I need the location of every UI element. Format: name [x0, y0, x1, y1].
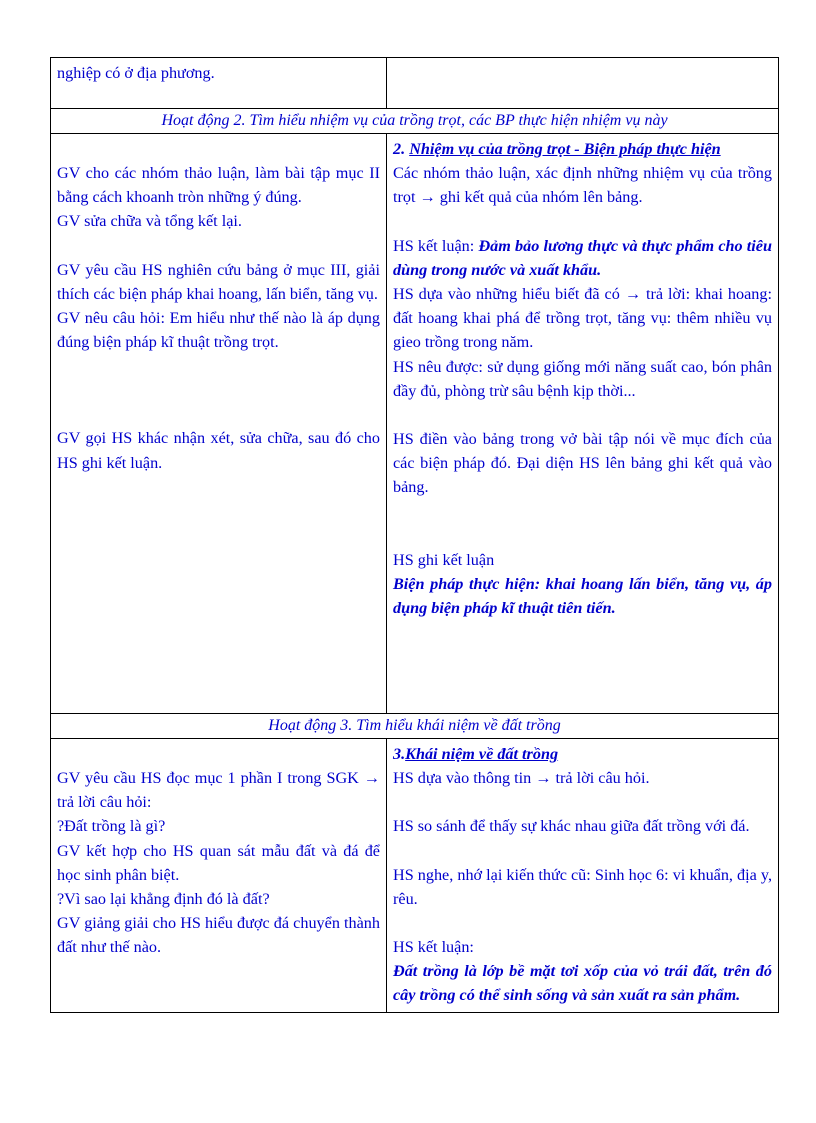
row1-right-cell — [387, 58, 779, 109]
activity2-right-p2 — [393, 234, 772, 282]
table-row — [51, 58, 779, 109]
activity3-row — [51, 739, 779, 1013]
activity2-conclusion-lead: HS kết luận: — [393, 236, 479, 255]
activity3-left-cell — [51, 739, 387, 1013]
activity2-right-cell — [387, 134, 779, 714]
activity2-left-p1: GV cho các nhóm thảo luận, làm bài tập mục II bằng cách khoanh tròn những ý đúng. — [57, 164, 380, 207]
activity3-right-p3: HS nghe, nhớ lại kiến thức cũ: Sinh học 6: vi khuẩn, địa y, rêu. — [393, 865, 772, 908]
activity3-left-p2: ?Đất trồng là gì? — [57, 817, 166, 836]
activity3-right-p2: HS so sánh để thấy sự khác nhau giữa đất trồng với đá. — [393, 817, 750, 836]
activity2-row — [51, 134, 779, 714]
activity2-right-p3: HS dựa vào những hiểu biết đã có → trả lời: khai hoang: đất hoang khai phá để trồng trọt, tăng vụ: thêm nhiều vụ gieo trồng trong năm. — [393, 285, 772, 352]
activity3-left-p5: GV giảng giải cho HS hiểu được đá chuyển thành đất như thế nào. — [57, 914, 380, 957]
activity2-right-p1: Các nhóm thảo luận, xác định những nhiệm vụ của trồng trọt → ghi kết quả của nhóm lên bảng. — [393, 164, 772, 207]
activity2-left-p5: GV gọi HS khác nhận xét, sửa chữa, sau đó cho HS ghi kết luận. — [57, 429, 380, 472]
activity2-section-title — [393, 137, 772, 161]
activity2-left-p3: GV yêu cầu HS nghiên cứu bảng ở mục III, giải thích các biện pháp khai hoang, lấn biển, tăng vụ. — [57, 260, 380, 303]
activity2-right-p4: HS nêu được: sử dụng giống mới năng suất cao, bón phân đầy đủ, phòng trừ sâu bệnh kịp thời... — [393, 357, 772, 400]
activity3-left-p1: GV yêu cầu HS đọc mục 1 phần I trong SGK → trả lời câu hỏi: — [57, 769, 380, 812]
activity3-section-title — [393, 742, 772, 766]
row1-left-cell — [51, 58, 387, 109]
activity2-right-p6: HS ghi kết luận — [393, 550, 495, 569]
activity3-left-p3: GV kết hợp cho HS quan sát mẫu đất và đá để học sinh phân biệt. — [57, 841, 380, 884]
activity2-right-p7: Biện pháp thực hiện: khai hoang lấn biển, tăng vụ, áp dụng biện pháp kĩ thuật tiên tiến. — [393, 574, 772, 618]
activity3-right-p5: Đất trồng là lớp bề mặt tơi xốp của vỏ trái đất, trên đó cây trồng có thể sinh sống và sản xuất ra sản phẩm. — [393, 962, 772, 1005]
activity2-left-p2: GV sửa chữa và tổng kết lại. — [57, 212, 242, 231]
activity2-heading-row — [51, 109, 779, 134]
activity3-title-number: 3. — [393, 745, 406, 763]
lesson-table — [50, 57, 779, 1013]
activity2-left-cell — [51, 134, 387, 714]
lesson-plan-page — [50, 57, 778, 1013]
activity2-title-text: Nhiệm vụ của trồng trọt - Biện pháp thực hiện — [409, 140, 721, 158]
activity3-heading: Hoạt động 3. Tìm hiểu khái niệm về đất trồng — [51, 714, 779, 739]
activity2-right-p5: HS điền vào bảng trong vở bài tập nói về mục đích của các biện pháp đó. Đại diện HS lên bảng ghi kết quả vào bảng. — [393, 430, 772, 497]
activity2-heading: Hoạt động 2. Tìm hiểu nhiệm vụ của trồng trọt, các BP thực hiện nhiệm vụ này — [51, 109, 779, 134]
activity2-title-number: 2. — [393, 140, 410, 158]
activity3-heading-row — [51, 714, 779, 739]
row1-left-text: nghiệp có ở địa phương. — [57, 64, 215, 82]
activity3-title-text: Khái niệm về đất trồng — [405, 745, 559, 763]
activity3-right-p1: HS dựa vào thông tin → trả lời câu hỏi. — [393, 769, 650, 788]
activity3-right-p4: HS kết luận: — [393, 938, 474, 957]
activity2-left-p4: GV nêu câu hỏi: Em hiểu như thế nào là áp dụng đúng biện pháp kĩ thuật trồng trọt. — [57, 309, 380, 352]
activity3-right-cell — [387, 739, 779, 1013]
activity2-conclusion-text: Đảm bảo lương thực và thực phẩm cho tiêu dùng trong nước và xuất khẩu. — [393, 236, 772, 279]
activity3-left-p4: ?Vì sao lại khẳng định đó là đất? — [57, 890, 270, 909]
